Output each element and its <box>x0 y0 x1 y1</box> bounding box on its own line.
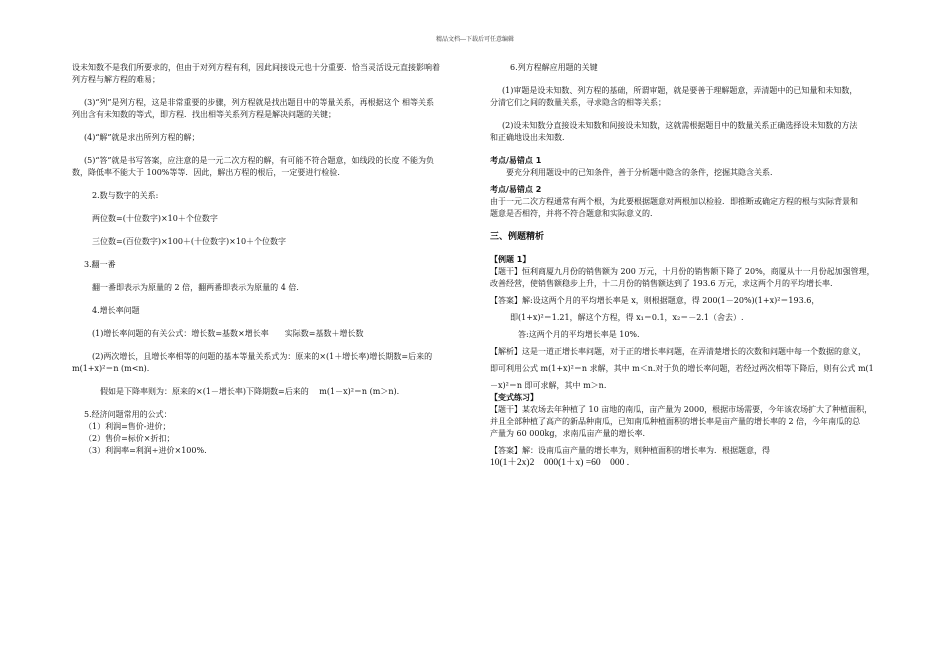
text-line: 要充分利用题设中的已知条件，善于分析题中隐含的条件，挖掘其隐含关系． <box>506 168 778 177</box>
spacer <box>72 179 462 190</box>
text-line: 【答案】解：设南瓜亩产量的增长率为，则种植面积的增长率为．根据题意，得 <box>490 446 770 455</box>
text-line: 5.经济问题常用的公式： <box>84 410 172 419</box>
text-line: 3.翻一番 <box>84 260 116 269</box>
text-line: 三、例题精析 <box>490 232 545 242</box>
text-line: 设未知数不是我们所要求的，但由于对列方程有利，因此间接设元也十分重要．恰当灵活设元直接影响着 <box>72 63 440 72</box>
spacer <box>72 86 462 97</box>
spacer <box>490 144 882 155</box>
text-line: 两位数=(十位数字)×10＋个位数字 <box>92 214 218 223</box>
spacer <box>490 220 882 231</box>
text-line: 即可利用公式 m(1+x)²＝n 求解，其中 m＜n.对于负的增长率问题，若经过两次相等下降后，则有公式 m(1 <box>490 364 874 373</box>
text-line: 10(1＋2x)2 000(1＋x) =60 000 . <box>490 458 630 468</box>
spacer <box>72 144 462 155</box>
spacer <box>72 248 462 259</box>
text-line: (2)两次增长，且增长率相等的问题的基本等量关系式为：原来的×(1＋增长率)增长期数=后来的 <box>92 352 433 361</box>
text-line: 2.数与数字的关系: <box>92 191 159 200</box>
text-line: 答:这两个月的平均增长率是 10%. <box>518 330 640 339</box>
text-line: 分清它们之间的数量关系，寻求隐含的相等关系； <box>490 98 666 107</box>
spacer <box>72 398 462 409</box>
text-line: －x)²＝n 即可求解，其中 m＞n. <box>490 381 607 390</box>
text-line: 数，降低率不能大于 100%等等．因此，解出方程的根后，一定要进行检验． <box>72 168 346 177</box>
text-line: 考点/易错点 2 <box>490 185 542 194</box>
spacer <box>490 109 882 120</box>
text-line: (2)设未知数分直接设未知数和间接设未知数，这就需根据题目中的数量关系正确选择设未知数的方法 <box>502 121 858 130</box>
spacer <box>72 202 462 213</box>
text-line: 并且全部种植了高产的新品种南瓜，已知南瓜种植面积的增长率是亩产量的增长率的 2 倍，今年南瓜的总 <box>490 417 861 426</box>
text-line: (1)审题是设未知数、列方程的基础，所谓审题，就是要善于理解题意，弄清题中的已知量和未知数， <box>502 86 858 95</box>
text-line: (1)增长率问题的有关公式：增长数=基数×增长率 实际数=基数＋增长数 <box>92 329 364 338</box>
text-line: (4)“解”就是求出所列方程的解； <box>84 133 200 142</box>
spacer <box>490 74 882 85</box>
text-line: 即(1+x)²＝1.21，解这个方程，得 x₁＝0.1，x₂＝－2.1（舍去）. <box>510 313 744 322</box>
spacer <box>490 243 882 254</box>
spacer <box>72 271 462 282</box>
text-line: 和正确地设出未知数． <box>490 133 570 142</box>
spacer <box>72 225 462 236</box>
text-line: 由于一元二次方程通常有两个根，为此要根据题意对两根加以检验．即推断或确定方程的根与实际背景和 <box>490 197 858 206</box>
text-line: 产量为 60 000kg，求南瓜亩产量的增长率. <box>490 429 646 438</box>
text-line: 【题干】恒利商厦九月份的销售额为 200 万元，十月份的销售额下降了 20%，商厦从十一月份起加强管理， <box>490 267 875 276</box>
text-line: 三位数=(百位数字)×100＋(十位数字)×10＋个位数字 <box>92 237 287 246</box>
text-line: 翻一番即表示为原量的 2 倍，翻两番即表示为原量的 4 倍． <box>92 283 305 292</box>
spacer <box>72 340 462 351</box>
right-column <box>490 62 882 469</box>
text-line: (3)“列”是列方程，这是非常重要的步骤，列方程就是找出题目中的等量关系，再根据这个 相等关系 <box>84 98 435 107</box>
text-line: （3）利润率=利润÷进价×100%. <box>84 446 207 455</box>
page-header: 精品文档---下载后可任意编辑 <box>435 36 515 43</box>
text-line: m(1+x)²＝n (m<n). <box>72 364 150 373</box>
text-line: 【变式练习】 <box>490 393 538 402</box>
text-line: (5)“答”就是书写答案，应注意的是一元二次方程的解，有可能不符合题意，如线段的长度 不能为负 <box>84 156 435 165</box>
text-line: 【例题 1】 <box>490 255 531 264</box>
text-line: 列出含有未知数的等式，即方程．找出相等关系列方程是解决问题的关键； <box>72 110 336 119</box>
spacer <box>72 121 462 132</box>
spacer <box>72 294 462 305</box>
text-line: （1）利润=售价-进价； <box>84 422 171 431</box>
text-line: 题意是否相符，并将不符合题意和实际意义的． <box>490 209 658 218</box>
text-line: 列方程与解方程的难易； <box>72 75 160 84</box>
text-line: （2）售价=标价×折扣； <box>84 434 175 443</box>
text-line: 【答案】解:设这两个月的平均增长率是 x，则根据题意，得 200(1－20%)(1+x)²＝193.6， <box>490 296 820 305</box>
spacer <box>72 375 462 386</box>
text-line: 4.增长率问题 <box>92 306 140 315</box>
left-column <box>72 62 462 457</box>
text-line: 假如是下降率则为：原来的×(1－增长率)下降期数=后来的 m(1－x)²＝n (m＞n). <box>100 387 400 396</box>
text-line: 考点/易错点 1 <box>490 156 542 165</box>
spacer <box>72 317 462 328</box>
text-line: 【题干】某农场去年种植了 10 亩地的南瓜，亩产量为 2000，根据市场需要，今年该农场扩大了种植面积， <box>490 405 873 414</box>
text-line: 6.列方程解应用题的关键 <box>510 63 598 72</box>
text-line: 【解析】这是一道正增长率问题，对于正的增长率问题，在弄清楚增长的次数和问题中每一个数据的意义， <box>490 347 866 356</box>
text-line: 改善经营，使销售额稳步上升，十二月份的销售额达到了 193.6 万元，求这两个月的平均增长率. <box>490 279 833 288</box>
